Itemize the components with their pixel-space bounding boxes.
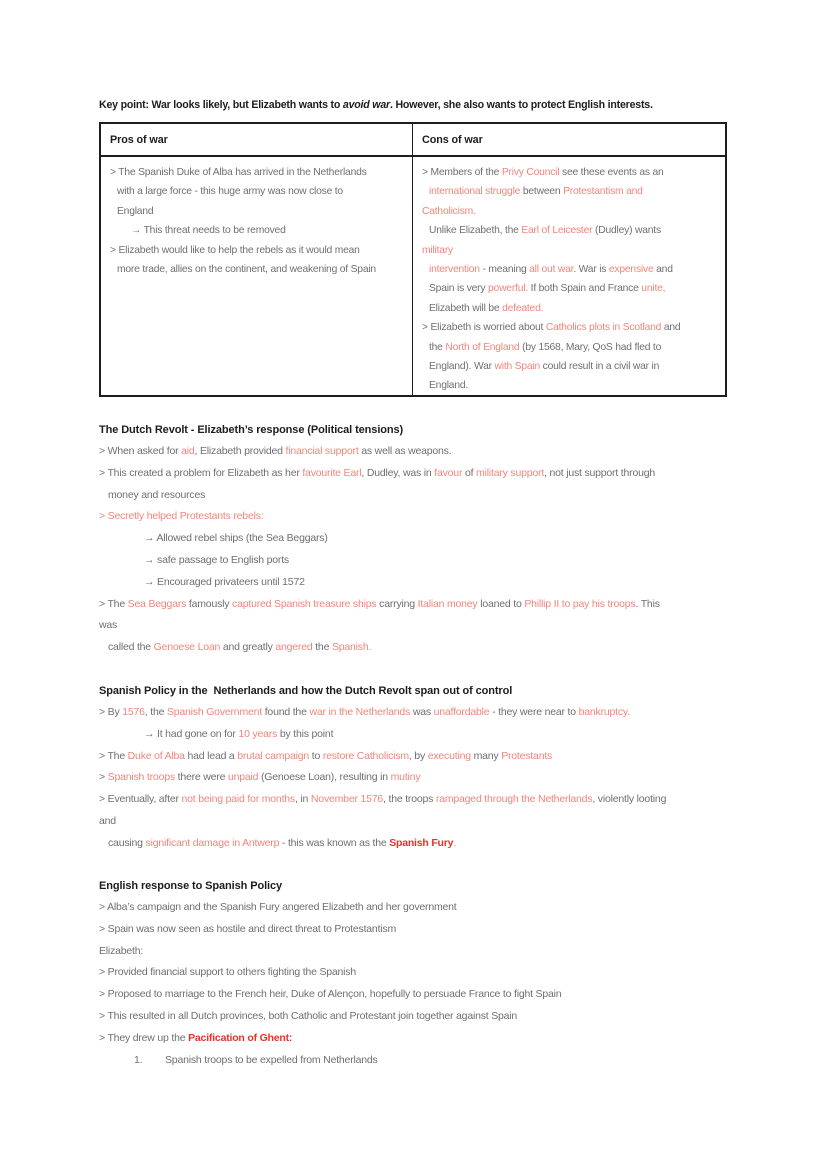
text-line <box>110 241 403 260</box>
text-segment: > <box>99 771 108 784</box>
text-segment: > Provided financial support to others fighting the Spanish <box>99 966 356 979</box>
text-segment: Spanish. <box>331 641 372 654</box>
text-segment: - they were near to <box>489 706 579 718</box>
text-line <box>422 182 716 201</box>
text-segment: more trade, allies on the continent, and weakening of Spain <box>117 264 376 276</box>
table-body-row <box>101 157 725 395</box>
text-segment: Duke of Alba <box>127 749 185 762</box>
text-segment: all out war <box>529 264 574 276</box>
text-segment: > The <box>99 749 128 762</box>
text-segment: → This threat needs to be removed <box>131 225 286 237</box>
section-dutch-revolt <box>99 419 731 659</box>
text-segment: . This <box>635 597 660 610</box>
text-segment: military support <box>476 466 545 479</box>
text-line <box>99 941 731 963</box>
text-segment: . <box>453 836 457 849</box>
text-segment: Sea Beggars <box>127 597 187 610</box>
text-line <box>99 702 731 724</box>
text-segment: significant damage in Antwerp <box>145 836 280 849</box>
text-segment: Earl of Leicester <box>521 225 593 237</box>
text-segment: - this was known as the <box>279 836 390 849</box>
text-segment: > Members of the <box>422 167 502 178</box>
text-segment: Spanish Fury <box>389 836 454 849</box>
text-line <box>422 299 716 318</box>
text-segment: had lead a <box>184 749 238 762</box>
text-segment: and <box>653 264 673 276</box>
text-line <box>110 182 403 201</box>
text-segment: Protestants <box>501 749 553 762</box>
text-segment: favourite Earl <box>302 466 362 479</box>
text-segment: between <box>520 186 564 198</box>
text-segment: England). War <box>429 361 495 373</box>
text-segment: Pacification of Ghent: <box>188 1031 293 1044</box>
text-segment: Catholics plots in Scotland <box>545 322 662 334</box>
text-segment: , Dudley, was in <box>361 466 435 479</box>
text-segment: → safe passage to English ports <box>144 553 289 566</box>
text-segment: → Encouraged privateers until 1572 <box>144 575 305 588</box>
text-segment: Spanish troops <box>107 771 175 784</box>
text-segment: found the <box>262 706 310 718</box>
text-segment: > When asked for <box>99 445 182 457</box>
text-segment: > Proposed to marriage to the French heir, Duke of Alençon, hopefully to persuade France to fight Spain <box>99 988 562 1001</box>
text-line <box>422 260 716 279</box>
text-segment: . However, she also wants to protect English interests. <box>389 99 653 111</box>
text-segment: favour <box>434 466 463 479</box>
text-segment: loaned to <box>477 597 525 610</box>
text-segment: > Elizabeth would like to help the rebels as it would mean <box>110 244 360 256</box>
text-line <box>422 279 716 298</box>
text-segment: was <box>99 619 118 632</box>
text-segment: not being paid for months <box>181 793 295 806</box>
section-body <box>99 897 731 1071</box>
text-segment: unpaid <box>227 771 259 784</box>
text-segment: avoid war <box>342 99 390 111</box>
text-segment: brutal campaign <box>237 749 310 762</box>
cons-cell <box>413 157 725 395</box>
text-segment: unite, <box>641 283 666 295</box>
text-segment: there were <box>174 771 228 784</box>
text-line <box>99 746 731 768</box>
text-segment: and <box>99 814 116 827</box>
text-segment: restore Catholicism <box>322 749 409 762</box>
text-line <box>422 163 716 182</box>
text-segment: → It had gone on for <box>144 727 239 740</box>
text-line <box>422 357 716 376</box>
text-segment: , not just support through <box>544 466 656 479</box>
text-segment: bankruptcy. <box>578 706 630 718</box>
text-line <box>99 441 731 463</box>
text-segment: rampaged through the Netherlands <box>435 793 593 806</box>
text-segment: defeated. <box>502 302 544 314</box>
text-segment: > By <box>99 706 123 718</box>
text-segment: Genoese Loan <box>153 641 221 654</box>
text-line <box>422 221 716 240</box>
text-segment: mutiny <box>390 771 421 784</box>
text-segment: the <box>429 341 446 353</box>
text-segment: > The Spanish Duke of Alba has arrived in the Netherlands <box>110 167 367 178</box>
text-segment: , the <box>144 706 167 718</box>
text-segment: , in <box>294 793 311 806</box>
text-segment: > Alba’s campaign and the Spanish Fury angered Elizabeth and her government <box>99 901 457 913</box>
text-segment: executing <box>427 749 471 762</box>
text-line <box>99 550 731 572</box>
text-segment: Spanish Government <box>166 706 262 718</box>
text-segment: Catholicism. <box>422 205 476 217</box>
text-segment: angered <box>275 641 313 654</box>
text-segment: of <box>462 466 477 479</box>
text-line <box>99 919 731 941</box>
section-title: English response to Spanish Policy <box>99 880 283 892</box>
section-body <box>99 702 731 855</box>
text-line <box>99 594 731 616</box>
text-segment: If both Spain and France <box>528 283 642 295</box>
pros-cell <box>101 157 413 395</box>
text-segment: → Allowed rebel ships (the Sea Beggars) <box>144 532 328 545</box>
text-segment: > Elizabeth is worried about <box>422 322 546 334</box>
text-segment: 1. <box>134 1053 143 1066</box>
text-segment: Spanish troops to be expelled from Netherlands <box>165 1053 378 1066</box>
text-segment: 1576 <box>122 706 145 718</box>
text-line <box>99 1028 731 1050</box>
text-segment: as well as weapons. <box>358 445 452 457</box>
text-line <box>99 724 731 746</box>
text-line <box>99 962 731 984</box>
text-segment: expensive <box>608 264 654 276</box>
text-segment: - meaning <box>479 264 530 276</box>
text-line <box>110 260 403 279</box>
text-segment: captured Spanish treasure ships <box>232 597 377 610</box>
text-segment: international struggle <box>429 186 521 198</box>
text-line <box>99 615 731 637</box>
text-segment: Elizabeth: <box>99 944 144 957</box>
text-segment: could result in a civil war in <box>540 361 660 373</box>
text-segment: and <box>661 322 681 334</box>
text-line <box>99 789 731 811</box>
text-segment: > Secretly helped Protestants rebels: <box>99 510 264 523</box>
key-point <box>99 98 731 113</box>
text-segment: war in the Netherlands <box>309 706 411 718</box>
text-segment: 10 years <box>238 727 278 740</box>
table-header-cons: Cons of war <box>422 134 483 146</box>
text-segment: called the <box>108 641 154 654</box>
text-segment: aid <box>181 445 195 457</box>
text-segment: causing <box>108 836 146 849</box>
text-segment: and greatly <box>220 641 276 654</box>
text-segment: with a large force - this huge army was now close to <box>117 186 343 198</box>
text-line <box>422 241 716 260</box>
text-line <box>99 637 731 659</box>
text-segment: (by 1568, Mary, QoS had fled to <box>519 341 662 353</box>
section-body <box>99 441 731 659</box>
text-segment: Italian money <box>417 597 478 610</box>
text-line <box>99 485 731 507</box>
text-line <box>99 572 731 594</box>
text-segment: powerful. <box>488 283 528 295</box>
section-spanish-policy <box>99 680 731 855</box>
text-segment: famously <box>186 597 233 610</box>
text-line <box>99 463 731 485</box>
text-segment: November 1576 <box>310 793 384 806</box>
text-segment: Phillip II to pay his troops <box>524 597 636 610</box>
table-header-row <box>101 124 725 157</box>
pros-cons-table <box>99 122 727 397</box>
text-segment: Protestantism and <box>563 186 643 198</box>
text-segment: was <box>410 706 434 718</box>
text-line <box>99 98 731 113</box>
text-segment: > Eventually, after <box>99 793 182 806</box>
text-line <box>99 506 731 528</box>
text-segment: England. <box>429 380 469 392</box>
text-segment: military <box>422 244 454 256</box>
text-segment: unaffordable <box>433 706 490 718</box>
text-line <box>99 984 731 1006</box>
text-line <box>99 767 731 789</box>
text-segment: , Elizabeth provided <box>194 445 286 457</box>
text-segment: > They drew up the <box>99 1031 189 1044</box>
text-segment: > This resulted in all Dutch provinces, both Catholic and Protestant join together against Spain <box>99 1009 518 1022</box>
text-segment: , the troops <box>383 793 436 806</box>
text-segment: intervention <box>429 264 480 276</box>
text-segment: , by <box>408 749 428 762</box>
text-segment: Elizabeth will be <box>429 302 503 314</box>
section-english-response <box>99 875 731 1071</box>
text-line <box>110 163 403 182</box>
text-segment: money and resources <box>108 488 206 501</box>
text-line <box>99 897 731 919</box>
text-segment: North of England <box>445 341 520 353</box>
text-segment: > Spain was now seen as hostile and direct threat to Protestantism <box>99 922 397 935</box>
text-segment: (Genoese Loan), resulting in <box>258 771 391 784</box>
text-segment: > This created a problem for Elizabeth as her <box>99 466 303 479</box>
section-title: Spanish Policy in the Netherlands and how the Dutch Revolt span out of control <box>99 685 513 697</box>
text-line <box>422 318 716 337</box>
text-segment: carrying <box>376 597 418 610</box>
text-segment: to <box>309 749 323 762</box>
text-segment: Unlike Elizabeth, the <box>429 225 522 237</box>
text-segment: Spain is very <box>429 283 489 295</box>
text-segment: the <box>312 641 332 654</box>
text-line <box>99 1050 731 1072</box>
text-line <box>110 202 403 221</box>
text-line <box>99 833 731 855</box>
text-segment: by this point <box>277 727 334 740</box>
text-segment: financial support <box>285 445 359 457</box>
text-segment: Privy Council <box>501 167 560 178</box>
text-segment: . War is <box>573 264 609 276</box>
text-segment: many <box>470 749 502 762</box>
text-segment: with Spain <box>494 361 541 373</box>
text-line <box>422 202 716 221</box>
text-segment: (Dudley) wants <box>592 225 661 237</box>
text-line <box>422 338 716 357</box>
text-line <box>99 811 731 833</box>
text-segment: Key point: War looks likely, but Elizabeth wants to <box>99 99 343 111</box>
text-segment: , violently looting <box>592 793 667 806</box>
text-line <box>110 221 403 240</box>
text-line <box>99 528 731 550</box>
text-line <box>422 376 716 395</box>
section-title: The Dutch Revolt - Elizabeth’s response (Political tensions) <box>99 424 404 436</box>
text-line <box>99 1006 731 1028</box>
table-header-pros: Pros of war <box>101 124 413 155</box>
text-segment: England <box>117 205 154 217</box>
text-segment: see these events as an <box>559 167 664 178</box>
text-segment: > The <box>99 597 128 610</box>
